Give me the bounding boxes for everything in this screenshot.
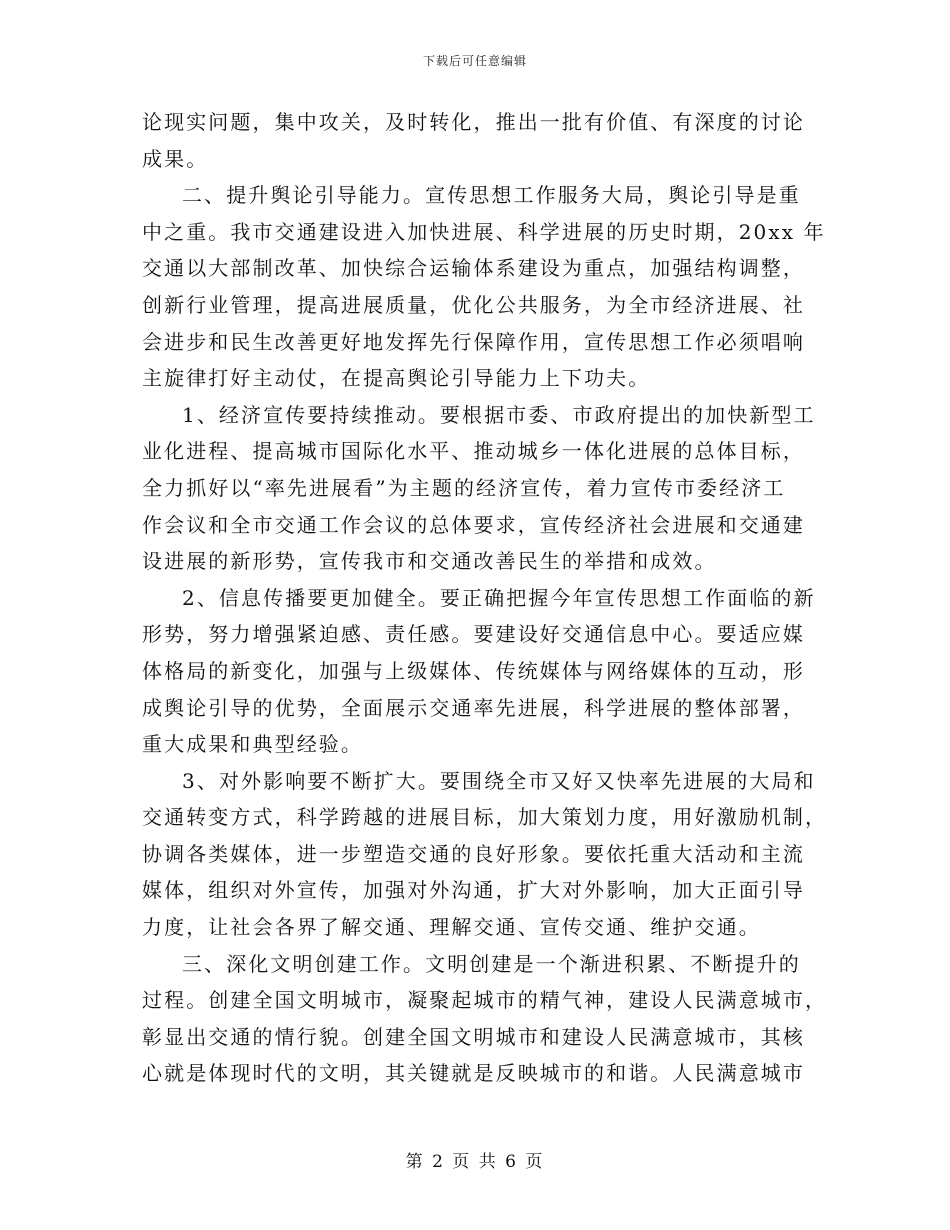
paragraph-first-line: 三、深化文明创建工作。文明创建是一个渐进积累、不断提升的: [182, 951, 801, 976]
paragraph-line: 协调各类媒体，进一步塑造交通的良好形象。要依托重大活动和主流: [142, 841, 805, 866]
paragraph-line: 论现实问题，集中攻关，及时转化，推出一批有价值、有深度的讨论: [142, 110, 805, 134]
paragraph-line: 创新行业管理，提高进展质量，优化公共服务，为全市经济进展、社: [142, 292, 805, 317]
paragraph-line: 主旋律打好主动仗，在提高舆论引导能力上下功夫。: [142, 366, 651, 391]
paragraph-line: 成果。: [142, 146, 209, 171]
paragraph-line: 设进展的新形势，宣传我市和交通改善民生的举措和成效。: [142, 549, 717, 574]
paragraph-line: 交通以大部制改革、加快综合运输体系建设为重点，加强结构调整，: [142, 256, 805, 281]
page-footer: 第 2 页 共 6 页: [405, 1152, 545, 1172]
paragraph-line: 作会议和全市交通工作会议的总体要求，宣传经济社会进展和交通建: [142, 512, 805, 537]
paragraph-line: 媒体，组织对外宣传，加强对外沟通，扩大对外影响，加大正面引导: [142, 878, 805, 903]
paragraph-line: 体格局的新变化，加强与上级媒体、传统媒体与网络媒体的互动，形: [142, 658, 805, 683]
paragraph-line: 会进步和民生改善更好地发挥先行保障作用，宣传思想工作必须唱响: [142, 329, 805, 354]
paragraph-line: 中之重。我市交通建设进入加快进展、科学进展的历史时期，20xx 年: [142, 219, 826, 244]
document-body: [142, 104, 828, 1092]
paragraph-first-line: 二、提升舆论引导能力。宣传思想工作服务大局，舆论引导是重: [182, 183, 801, 208]
paragraph-line: 全力抓好以“率先进展看”为主题的经济宣传，着力宣传市委经济工: [142, 475, 786, 500]
paragraph-line: 过程。创建全国文明城市，凝聚起城市的精气神，建设人民满意城市，: [142, 988, 828, 1013]
paragraph-line: 心就是体现时代的文明，其关键就是反映城市的和谐。人民满意城市: [142, 1061, 805, 1086]
paragraph-first-line: 2、信息传播要更加健全。要正确把握今年宣传思想工作面临的新: [182, 585, 816, 610]
paragraph-line: 成舆论引导的优势，全面展示交通率先进展，科学进展的整体部署，: [142, 695, 805, 720]
paragraph-line: 重大成果和典型经验。: [142, 732, 363, 757]
paragraph-line: 彰显出交通的情行貌。创建全国文明城市和建设人民满意城市，其核: [142, 1024, 805, 1049]
paragraph-line: 力度，让社会各界了解交通、理解交通、宣传交通、维护交通。: [142, 915, 761, 940]
paragraph-line: 交通转变方式，科学跨越的进展目标，加大策划力度，用好激励机制，: [142, 805, 828, 830]
page-header: 下载后可任意编辑: [422, 54, 527, 68]
paragraph-line: 形势，努力增强紧迫感、责任感。要建设好交通信息中心。要适应媒: [142, 622, 805, 647]
paragraph-line: 业化进程、提高城市国际化水平、推动城乡一体化进展的总体目标，: [142, 439, 805, 464]
paragraph-first-line: 3、对外影响要不断扩大。要围绕全市又好又快率先进展的大局和: [182, 768, 816, 793]
paragraph-first-line: 1、经济宣传要持续推动。要根据市委、市政府提出的加快新型工: [182, 402, 816, 427]
